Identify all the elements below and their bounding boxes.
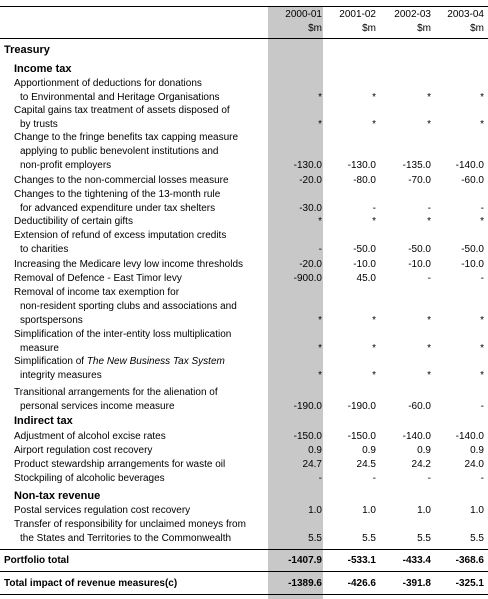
value-cell: -150.0	[347, 431, 376, 442]
column-header-2003-04	[424, 8, 484, 36]
total-label: Portfolio total	[4, 555, 69, 566]
column-unit: $m	[362, 23, 376, 34]
measure-label	[14, 77, 268, 105]
total-value-cell: -433.4	[402, 555, 431, 566]
value-cell: -	[372, 473, 376, 484]
portfolio-heading: Treasury	[4, 44, 50, 56]
measure-label	[14, 355, 268, 383]
value-cell: 0.9	[470, 445, 484, 456]
measure-label-line: by trusts	[20, 119, 58, 130]
measure-label-line: measure	[20, 343, 59, 354]
section-income-tax: Income tax	[14, 63, 72, 75]
value-cell: -	[427, 273, 431, 284]
value-cell: *	[372, 92, 376, 103]
value-cell: -140.0	[455, 160, 484, 171]
measure-label	[14, 328, 268, 356]
value-cell: -10.0	[353, 259, 376, 270]
value-cell: *	[427, 343, 431, 354]
measure-label-line: for advanced expenditure under tax shelters	[20, 203, 216, 214]
measure-label-line: integrity measures	[20, 370, 102, 381]
total-value-cell: -1389.6	[288, 578, 322, 589]
value-cell: -20.0	[299, 259, 322, 270]
value-cell: *	[318, 119, 322, 130]
value-cell: -50.0	[408, 244, 431, 255]
measure-label-line: Deductibility of certain gifts	[14, 216, 133, 227]
value-cell: -	[480, 473, 484, 484]
measure-label	[14, 458, 268, 472]
table-bottom-rule	[0, 594, 488, 595]
measure-label-line: Airport regulation cost recovery	[14, 445, 153, 456]
value-cell: 24.0	[464, 459, 484, 470]
measure-label	[14, 430, 268, 444]
value-cell: *	[427, 216, 431, 227]
measure-label-line: Product stewardship arrangements for waste oil	[14, 459, 226, 470]
measure-label-line: non-resident sporting clubs and associations and	[20, 301, 237, 312]
value-cell: 45.0	[356, 273, 376, 284]
value-cell: -	[427, 203, 431, 214]
column-year: 2000-01	[285, 9, 322, 20]
section-indirect-tax: Indirect tax	[14, 415, 73, 427]
measure-label-line: Simplification of The New Business Tax System	[14, 356, 225, 367]
value-cell: -	[318, 244, 322, 255]
total-value-cell: -368.6	[455, 555, 484, 566]
value-cell: *	[372, 343, 376, 354]
measure-label	[14, 104, 268, 132]
measure-label	[14, 188, 268, 216]
value-cell: -900.0	[293, 273, 322, 284]
value-cell: -	[480, 273, 484, 284]
value-cell: *	[427, 370, 431, 381]
value-cell: -130.0	[347, 160, 376, 171]
measure-label	[14, 258, 268, 272]
value-cell: -140.0	[455, 431, 484, 442]
value-cell: *	[318, 216, 322, 227]
section-non-tax-revenue: Non-tax revenue	[14, 490, 101, 502]
value-cell: 24.5	[356, 459, 376, 470]
total-value-cell: -533.1	[347, 555, 376, 566]
total-value-cell: -391.8	[402, 578, 431, 589]
value-cell: *	[480, 343, 484, 354]
portfolio-total-rule	[0, 549, 488, 550]
measure-label-line: non-profit employers	[20, 160, 112, 171]
value-cell: -190.0	[347, 401, 376, 412]
value-cell: 24.7	[302, 459, 322, 470]
measure-label-line: Removal of Defence - East Timor levy	[14, 273, 182, 284]
measure-label	[14, 444, 268, 458]
value-cell: *	[372, 315, 376, 326]
measure-label	[14, 286, 268, 328]
value-cell: -150.0	[293, 431, 322, 442]
total-label: Total impact of revenue measures(c)	[4, 578, 178, 589]
value-cell: -50.0	[353, 244, 376, 255]
measure-label-line: Stockpiling of alcoholic beverages	[14, 473, 165, 484]
measure-label-line: Increasing the Medicare levy low income thresholds	[14, 259, 243, 270]
value-cell: -20.0	[299, 175, 322, 186]
value-cell: 1.0	[417, 505, 431, 516]
measure-label-line: Apportionment of deductions for donations	[14, 78, 202, 89]
value-cell: *	[318, 370, 322, 381]
value-cell: 24.2	[411, 459, 431, 470]
column-unit: $m	[308, 23, 322, 34]
total-impact-rule	[0, 571, 488, 572]
column-unit: $m	[417, 23, 431, 34]
column-header-2002-03	[371, 8, 431, 36]
column-header-2001-02	[316, 8, 376, 36]
measure-label	[14, 174, 268, 188]
measure-label-line: Changes to the tightening of the 13-month rule	[14, 189, 221, 200]
value-cell: -	[427, 473, 431, 484]
value-cell: *	[372, 216, 376, 227]
value-cell: *	[480, 315, 484, 326]
value-cell: *	[480, 92, 484, 103]
value-cell: 1.0	[470, 505, 484, 516]
value-cell: -	[480, 401, 484, 412]
measure-label	[14, 215, 268, 229]
column-year: 2003-04	[447, 9, 484, 20]
value-cell: -	[480, 203, 484, 214]
measure-label-line: Removal of income tax exemption for	[14, 287, 180, 298]
measure-label	[14, 272, 268, 286]
measure-label-line: Transfer of responsibility for unclaimed moneys from	[14, 519, 246, 530]
measure-label-line: Adjustment of alcohol excise rates	[14, 431, 166, 442]
value-cell: -30.0	[299, 203, 322, 214]
value-cell: *	[427, 92, 431, 103]
measure-label-line: Transitional arrangements for the alienation of	[14, 387, 218, 398]
value-cell: -60.0	[461, 175, 484, 186]
value-cell: *	[318, 343, 322, 354]
value-cell: -10.0	[461, 259, 484, 270]
value-cell: *	[480, 216, 484, 227]
column-year: 2002-03	[394, 9, 431, 20]
header-rule	[0, 38, 488, 39]
measure-label-line: to charities	[20, 244, 69, 255]
value-cell: 0.9	[362, 445, 376, 456]
value-cell: *	[372, 370, 376, 381]
measure-label-line: the States and Territories to the Commonwealth	[20, 533, 232, 544]
column-header-2000-01	[262, 8, 322, 36]
value-cell: 5.5	[470, 533, 484, 544]
value-cell: *	[480, 370, 484, 381]
measure-label-line: Capital gains tax treatment of assets disposed of	[14, 105, 230, 116]
measure-label-line: sportspersons	[20, 315, 83, 326]
table-top-rule	[0, 6, 488, 7]
measure-label-line: personal services income measure	[20, 401, 175, 412]
value-cell: 1.0	[362, 505, 376, 516]
value-cell: -	[318, 473, 322, 484]
value-cell: -130.0	[293, 160, 322, 171]
measure-label	[14, 472, 268, 486]
measure-label-line: Extension of refund of excess imputation credits	[14, 230, 227, 241]
value-cell: -10.0	[408, 259, 431, 270]
value-cell: 5.5	[417, 533, 431, 544]
column-year: 2001-02	[339, 9, 376, 20]
measure-label	[14, 229, 268, 257]
value-cell: -135.0	[402, 160, 431, 171]
value-cell: 5.5	[308, 533, 322, 544]
value-cell: -	[372, 203, 376, 214]
value-cell: 0.9	[417, 445, 431, 456]
column-unit: $m	[470, 23, 484, 34]
total-value-cell: -426.6	[347, 578, 376, 589]
total-value-cell: -325.1	[455, 578, 484, 589]
total-value-cell: -1407.9	[288, 555, 322, 566]
value-cell: -60.0	[408, 401, 431, 412]
value-cell: -80.0	[353, 175, 376, 186]
value-cell: -50.0	[461, 244, 484, 255]
value-cell: -140.0	[402, 431, 431, 442]
value-cell: -70.0	[408, 175, 431, 186]
value-cell: *	[427, 315, 431, 326]
measure-label	[14, 504, 268, 518]
measure-label	[14, 386, 268, 414]
measure-label-line: Simplification of the inter-entity loss multiplication	[14, 329, 232, 340]
value-cell: *	[318, 315, 322, 326]
value-cell: 5.5	[362, 533, 376, 544]
measure-label-line: applying to public benevolent institutions and	[20, 146, 219, 157]
value-cell: *	[372, 119, 376, 130]
value-cell: *	[480, 119, 484, 130]
value-cell: *	[427, 119, 431, 130]
measure-label-line: Postal services regulation cost recovery	[14, 505, 191, 516]
measure-label-line: to Environmental and Heritage Organisations	[20, 92, 220, 103]
measure-label-line: Changes to the non-commercial losses measure	[14, 175, 229, 186]
value-cell: 0.9	[308, 445, 322, 456]
measure-label	[14, 131, 268, 173]
value-cell: -190.0	[293, 401, 322, 412]
measure-label	[14, 518, 268, 546]
value-cell: 1.0	[308, 505, 322, 516]
measure-label-line: Change to the fringe benefits tax capping measure	[14, 132, 239, 143]
value-cell: *	[318, 92, 322, 103]
